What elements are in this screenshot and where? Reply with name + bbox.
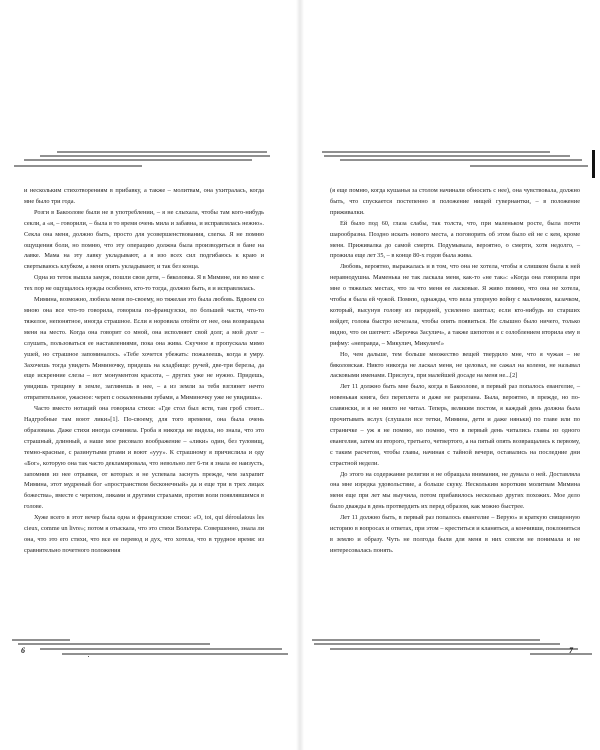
edge-bar [592,150,595,178]
paragraph: Ей было под 60, глаза слабы, так толста, что, при маленьком росте, была почти шарообразна. Поздно искать нового места, а поговорить об этом было ей не с кем, кроме меня. Приживалка до самой смерти. Подумывала, вероятно, о смерти, хотя недолго, – прожила еще лет 35, – в конце 80-х годов была жива. [330,219,580,260]
top-ornament-right [320,150,590,170]
paragraph: и нескольким стихотворениям в прибавку, а также – молитвам, она ухитралась, когда мне было три года. [24,187,264,205]
paragraph: Лет 11 должно быть, в первый раз попалось евангелие – Верую» и краткую священную историю в вопросах и ответах, при этом – креститься и кланяться, а кончивши, поклониться в землю и образу. Чуть не полгода были для меня в них совсем не понимала и не интересовалась понять. [330,514,580,554]
right-page-text [330,186,580,557]
page-number: 6 [21,646,25,655]
paper-speck [88,656,89,657]
paragraph: До этого на содержание религии я не обращала внимания, не думала о ней. Доставляла она мне изредка удовольствие, а больше скуку. Нескольким коротким молитвам Мимина меня еще при лет мы выучила, потом прибавилось несколько других похожих. Мое дело было дважды в день протвердить их перед образом, как можно быстрее. [330,470,580,511]
paragraph: Часто вместо нотаций она говорила стихи: «Где стол был яств, там гроб стоит... Надгробные там воют лики»[1]. По-своему, для того времени, она была очень образована. Даже стихи иногда сочиняла. Гроба я никогда не видела, но знала, что это страшный, длинный, а наше мое рисовало воображение – «лики» один, без туловищ, темно-красные, с разинутыми ртами и воют «ууу». К страшному я причислила и оду «Бог», которую она так часто декламировала, что невольно лет 6-ти я знала ее наизусть, запомнив из нее отрывки, от которых я не успевала заснуть прежде, чем захрапит Мимина, этот мудреный бог «пространством бесконечный» да и еще три в трех лицах божества», вместе с черепом, ликами и другими страхами, против воли появлявшимся в голове. [24,405,264,511]
paragraph: Розги в Бакоолове были не в употреблении, – я не слыхала, чтобы там кого-нибудь секли, а «я, – говорили, – была в то время очень мила и забавна, и исправлялась нежно». Секла она меня, должно быть, просто для усовершенствования, слегка. Я не помню ощущения боли, но помню, что эту операцию должна была производиться в бане на лавке. Мама на эту лавку укладывают, а я изо всех сил подгибаюсь к краю и свертываюсь клубком, а меня опять укладывают, и так без конца. [24,208,264,271]
top-ornament-left [12,150,272,170]
paragraph: Одна из теток вышла замуж, пошли свои дети, – бяколовка. Я в Мимине, ни во мне с тех пор не ощущалось нужды особенно, кто-то тогда, должно быть, я и исправлялась. [24,274,264,293]
left-page-text [24,186,264,557]
paragraph: Хуже всего в этот вечер была одна и французские стихи: «O, toi, qui déroulatous les cieux, comme un livre»; потом я отыскала, что это стихи Вольтера. Совершенно, знала ли она, что это его стихи, что все ее перевод и дух, что хотела, что в трудное время: из сравнительно почетного положения [24,514,264,554]
page-number: 7 [569,646,573,655]
paragraph: Любовь, вероятно, выражалась и в том, что она не хотела, чтобы я слишком была к ней неравнодушна. Маменька не так ласкала меня, как-то «не так»: «Когда она говорила при мне о тяжелых местах, что за что меня ее ласковые. Я живо помню, что она не хотела, чтобы я была ей чужой. Помню, однажды, что вела упорную войну с мальчиком, казачком, который, высунув голову из передней, усиленно шептал; если кто-нибудь из старших войдет, голова быстро исчезала, чтобы опять появиться. Не слышно было ничего, только видно, что он шепчет: «Верочка Засулич», а также шепотом я с озлоблением вторила ему в рифму: «неправда, – Микулич, Микулич!» [330,263,580,347]
right-page [300,0,600,750]
paragraph: Лет 11 должно быть мне было, когда в Бакоолове, в первый раз попалось евангелие, – новенькая книга, без переплета и даже не разрезана. Была, вероятно, в прежде, но по-славянски, и я не никто не читал. Теперь, великим постом, я каждый день должна была прочитывать вслух (слушали все тетки, Мимина, дети и даже няньки) по главе или по страничке – уж я не помню, но помню, что в первый день читались главы из одного евангелия, затем из второго, третьего, четвертого, а на пятый опять возвращались к первому, с таким расчетом, чтобы главы, начиная с тайной вечери, оставались на последние дни страстной недели. [330,383,580,467]
paragraph: Но, чем дальше, тем больше множество вещей твердило мне, что я чужая – не бяколовская. Никто никогда не ласкал меня, не целовал, не сажал на колени, не называл ласковыми именами. Прислуга, при малейшей досаде на меня не...[2] [330,350,580,380]
bottom-ornament-right [310,636,595,658]
paragraph: (я еще помню, когда кушанья за столом начинали обносить с нее), она чувствовала, должно быть, что спускается постепенно в положение нищей гувернантки, – в положение приживалки. [330,187,580,216]
bottom-ornament-left [10,636,290,658]
paragraph: Мимина, возможно, любила меня по-своему, но тяжелая это была любовь. Вдвоем со мною она все что-то говорила, говорила по-французски, по большей части, что-то тяжелое, непонятное, иногда страшное. Если я норовила отойти от нее, она возвращала меня на место. Когда она говорит со мной, она исполняет свой долг, а мой долг – слушать, пользоваться ее наставлениями, пока она жива. Скучное я пропускала мимо ушей, но страшное запоминалось. «Тебе хочется убежать: пожалеешь, когда я умру. Захочешь тогда увидеть Миминочку, придешь на кладбище: ручей, две-три березы, да еще искренние слезы – вот монументом красота, – других уже не нужно. Придешь, увидишь трещину в земле, заглянешь в нее, – а из земли за тебя взглянет нечто отвратительное, ужасное: череп с оскаленными зубами, а Миминочку уже не увидишь». [24,296,264,402]
